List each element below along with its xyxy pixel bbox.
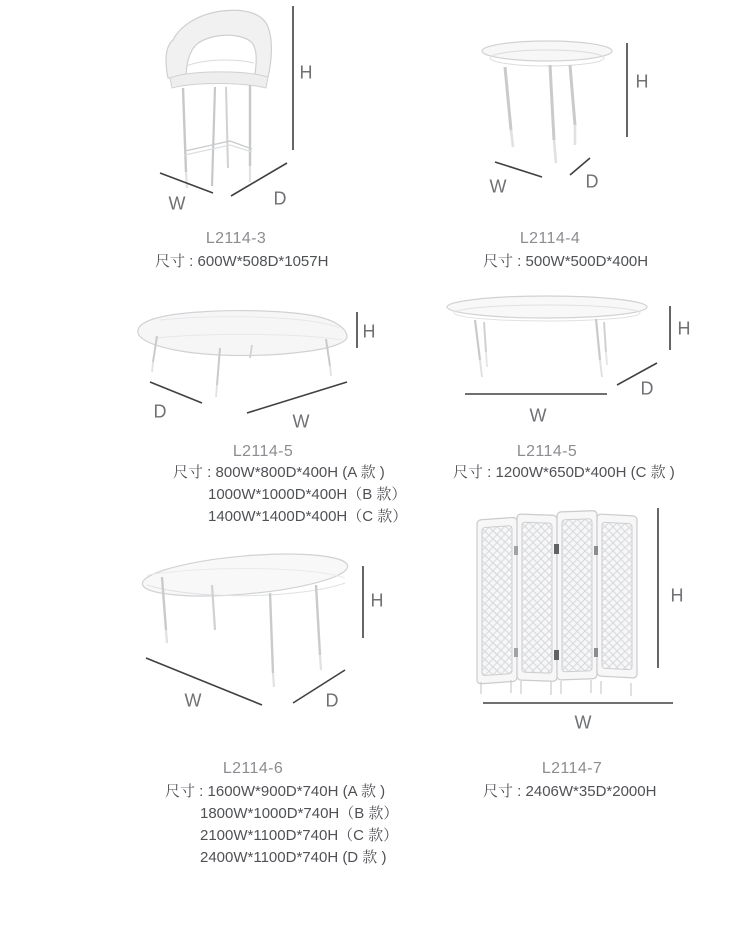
dim-label-h: H [370, 590, 384, 611]
product-model: L2114-5 [516, 443, 578, 460]
dim-label-w: W [292, 411, 310, 432]
product-sizes [165, 781, 398, 869]
product-sizes [453, 462, 675, 484]
folding-screen-sketch [460, 500, 700, 710]
product-model: L2114-7 [541, 760, 603, 777]
product-sizes [155, 251, 328, 273]
dim-label-d: D [273, 188, 287, 209]
dim-label-d: D [585, 171, 599, 192]
product-sizes [173, 462, 407, 528]
size-prefix: 尺寸 : [483, 783, 526, 800]
round-side-table-sketch [460, 30, 650, 190]
dim-label-w: W [574, 712, 592, 733]
dim-label-d: D [640, 378, 654, 399]
size-value: 500W*500D*400H [525, 253, 649, 270]
size-prefix: 尺寸 : [165, 783, 208, 800]
product-model: L2114-5 [232, 443, 294, 460]
dim-label-h: H [635, 71, 649, 92]
dim-label-w: W [184, 690, 202, 711]
size-value: 1600W*900D*740H (A 款 ) [207, 783, 386, 800]
size-prefix: 尺寸 : [483, 253, 526, 270]
dimension-lines [495, 43, 627, 177]
size-value: 1000W*1000D*400H（B 款） [208, 486, 407, 503]
size-prefix: 尺寸 : [155, 253, 198, 270]
size-value: 2406W*35D*2000H [525, 783, 657, 800]
size-value: 600W*508D*1057H [197, 253, 329, 270]
size-value: 1200W*650D*400H (C 款 ) [495, 464, 675, 481]
dim-label-w: W [489, 176, 507, 197]
size-value: 2100W*1100D*740H（C 款） [200, 827, 399, 844]
bar-stool-sketch [150, 0, 315, 215]
dim-label-w: W [168, 193, 186, 214]
size-prefix: 尺寸 : [173, 464, 216, 481]
dim-label-h: H [299, 62, 313, 83]
size-value: 2400W*1100D*740H (D 款 ) [200, 849, 387, 866]
product-model: L2114-3 [205, 230, 267, 247]
dim-label-h: H [362, 321, 376, 342]
size-prefix: 尺寸 : [453, 464, 496, 481]
size-value: 800W*800D*400H (A 款 ) [215, 464, 385, 481]
oval-dining-table-sketch [135, 545, 400, 715]
dim-label-h: H [677, 318, 691, 339]
product-model: L2114-4 [519, 230, 581, 247]
oval-coffee-table-sketch [440, 290, 680, 420]
size-value: 1800W*1000D*740H（B 款） [200, 805, 399, 822]
product-sizes [483, 251, 648, 273]
dim-label-d: D [325, 690, 339, 711]
product-sizes [483, 781, 656, 803]
size-value: 1400W*1400D*400H（C 款） [208, 508, 408, 525]
dim-label-d: D [153, 401, 167, 422]
dim-label-h: H [670, 585, 684, 606]
product-model: L2114-6 [222, 760, 284, 777]
dim-label-w: W [529, 405, 547, 426]
